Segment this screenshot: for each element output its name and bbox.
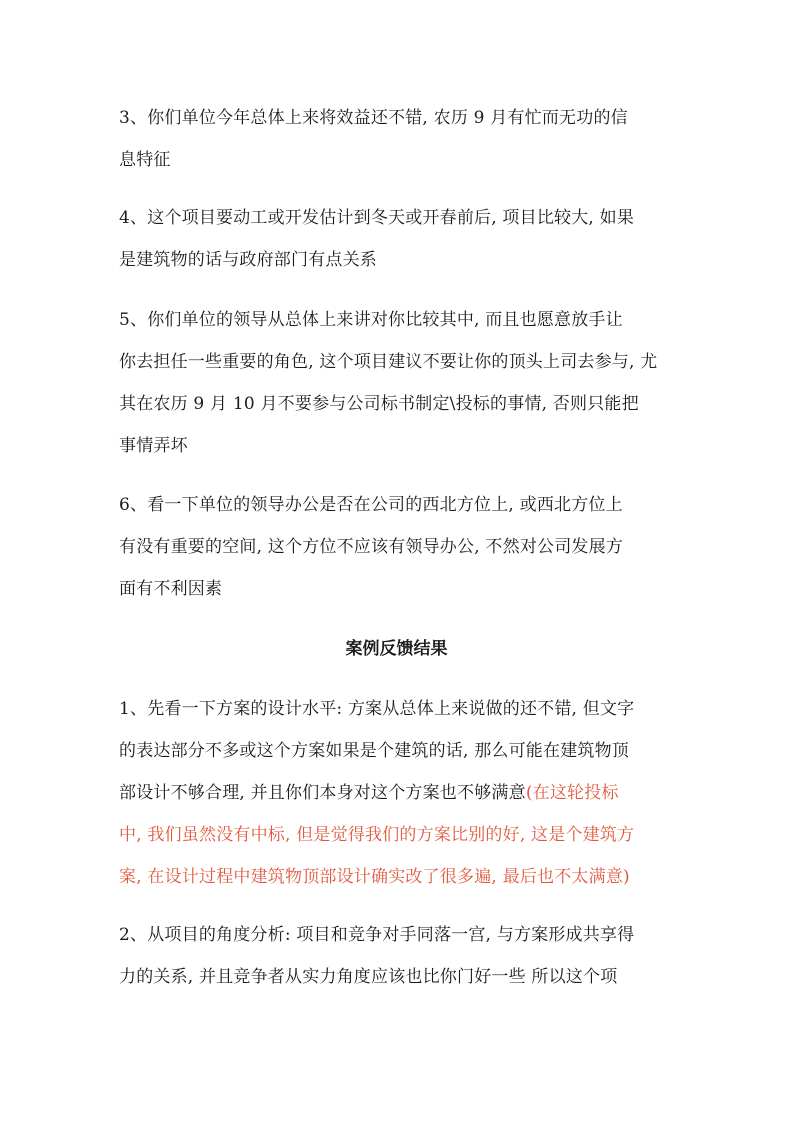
item-4-line-2: 是建筑物的话与政府部门有点关系: [119, 250, 377, 270]
item-5-line-1: 5、你们单位的领导从总体上来讲对你比较其中, 而且也愿意放手让: [119, 310, 623, 330]
item-6-line-1: 6、看一下单位的领导办公是否在公司的西北方位上, 或西北方位上: [119, 495, 623, 515]
item-4-line-1: 4、这个项目要动工或开发估计到冬天或开春前后, 项目比较大, 如果: [119, 208, 635, 228]
feedback-1-line-4: [119, 824, 634, 846]
item-5-line-2: 你去担任一些重要的角色, 这个项目建议不要让你的顶头上司去参与, 尤: [119, 352, 658, 372]
feedback-1-line-5: [119, 866, 630, 888]
feedback-1-note-start: (在这轮投标: [525, 783, 619, 803]
feedback-1-line-2: 的表达部分不多或这个方案如果是个建筑的话, 那么可能在建筑物顶: [119, 741, 630, 761]
feedback-1-line-3-text: 部设计不够合理, 并且你们本身对这个方案也不够满意: [119, 783, 526, 803]
feedback-1-note-line-3: 案, 在设计过程中建筑物顶部设计确实改了很多遍, 最后也不太满意): [119, 867, 630, 887]
feedback-2-line-2: 力的关系, 并且竞争者从实力角度应该也比你门好一些 所以这个项: [119, 967, 618, 987]
section-title: 案例反馈结果: [345, 639, 448, 659]
feedback-1-note-line-2: 中, 我们虽然没有中标, 但是觉得我们的方案比别的好, 这是个建筑方: [119, 825, 635, 845]
feedback-1-line-3: [119, 782, 619, 804]
item-5-line-3: 其在农历 9 月 10 月不要参与公司标书制定\投标的事情, 否则只能把: [119, 394, 639, 414]
feedback-2-line-1: 2、从项目的角度分析: 项目和竞争对手同落一宫, 与方案形成共享得: [119, 925, 635, 945]
item-3-line-1: 3、你们单位今年总体上来将效益还不错, 农历 9 月有忙而无功的信: [119, 108, 628, 128]
item-3-line-2: 息特征: [119, 150, 171, 170]
feedback-1-line-1: 1、先看一下方案的设计水平: 方案从总体上来说做的还不错, 但文字: [119, 699, 635, 719]
item-6-line-3: 面有不利因素: [119, 579, 223, 599]
item-5-line-4: 事情弄坏: [119, 436, 188, 456]
item-6-line-2: 有没有重要的空间, 这个方位不应该有领导办公, 不然对公司发展方: [119, 537, 624, 557]
